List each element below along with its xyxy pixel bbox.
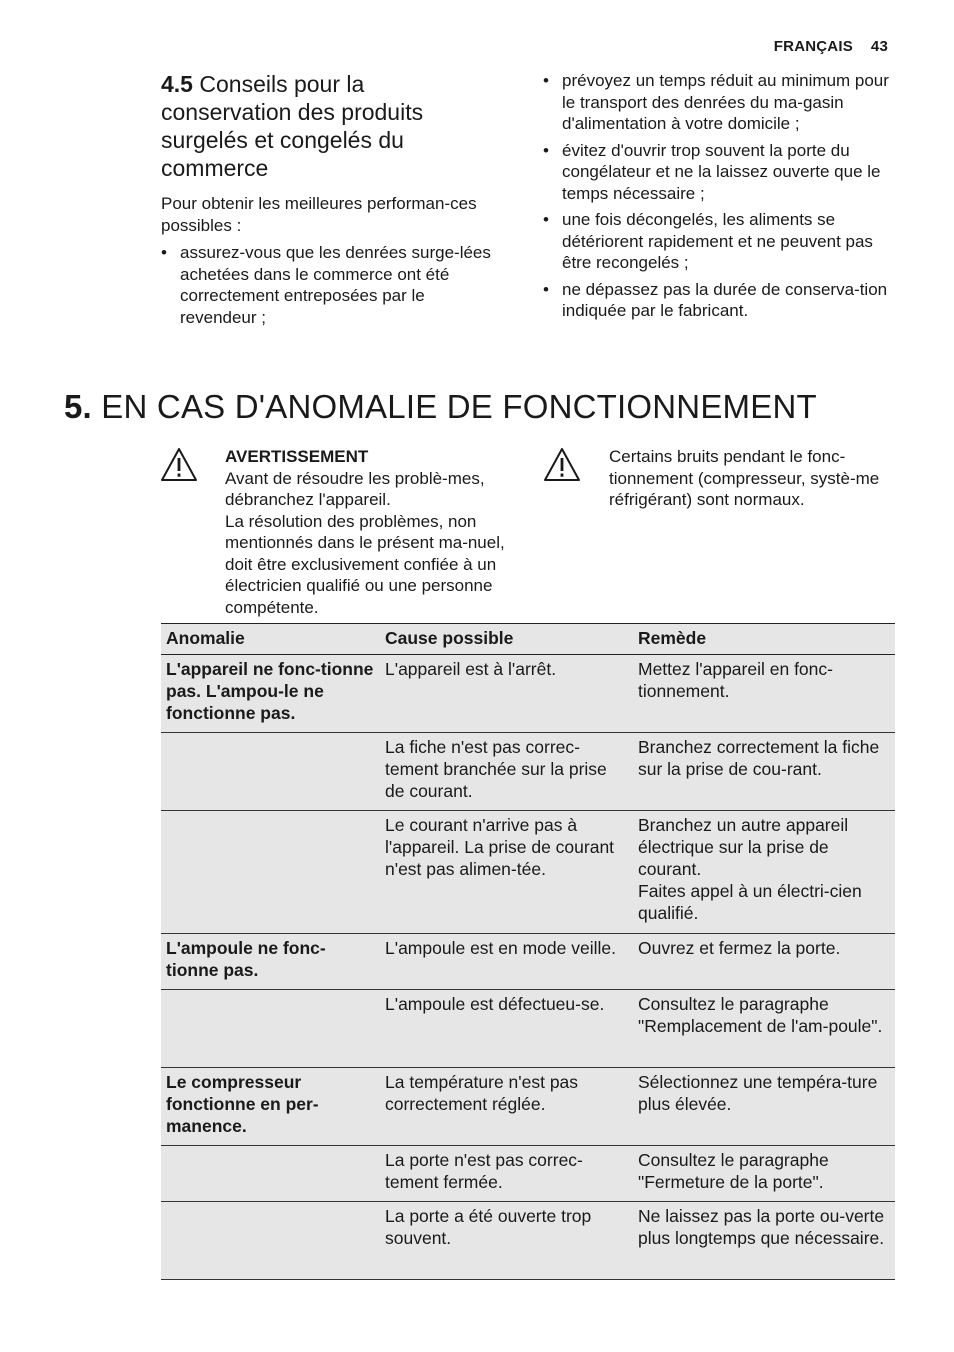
warning-block — [159, 446, 519, 616]
table-row — [161, 1202, 895, 1280]
remedy-cell: Branchez correctement la fiche sur la prise de cou-rant. — [633, 733, 895, 811]
bullet-icon: • — [543, 210, 549, 229]
table-row — [161, 934, 895, 990]
column-header-remede: Remède — [633, 624, 895, 655]
section-4-5-heading — [161, 70, 501, 182]
remedy-cell: Mettez l'appareil en fonc-tionnement. — [633, 655, 895, 733]
warning-text: Avant de résoudre les problè-mes, débranchez l'appareil. — [225, 468, 485, 509]
bullet-icon: • — [161, 243, 167, 262]
section-number: 4.5 — [161, 71, 193, 97]
column-header-anomalie: Anomalie — [161, 624, 380, 655]
cause-cell: L'ampoule est défectueu-se. — [380, 990, 633, 1068]
cause-cell: La porte n'est pas correc-tement fermée. — [380, 1146, 633, 1202]
anomaly-cell — [161, 1146, 380, 1202]
anomaly-cell — [161, 990, 380, 1068]
cause-cell: L'appareil est à l'arrêt. — [380, 655, 633, 733]
section-intro: Pour obtenir les meilleures performan-ces possibles : — [161, 194, 477, 235]
warning-title: AVERTISSEMENT — [225, 447, 369, 466]
table-row — [161, 1068, 895, 1146]
cause-cell: L'ampoule est en mode veille. — [380, 934, 633, 990]
chapter-5-heading — [64, 385, 817, 429]
table-row — [161, 733, 895, 811]
cause-cell: La température n'est pas correctement réglée. — [380, 1068, 633, 1146]
bullet-list-left — [161, 242, 501, 328]
cause-cell: La porte a été ouverte trop souvent. — [380, 1202, 633, 1280]
list-item: • ne dépassez pas la durée de conserva-tion indiquée par le fabricant. — [543, 279, 888, 320]
table-row — [161, 990, 895, 1068]
table-row — [161, 655, 895, 733]
warning-text-2: La résolution des problèmes, non mentionnés dans le présent ma-nuel, doit être exclusivement confiée à un électricien qualifié ou une personne compétente. — [225, 511, 505, 617]
table-row — [161, 1146, 895, 1202]
anomaly-cell — [161, 733, 380, 811]
bullet-icon: • — [543, 140, 549, 160]
page-header — [756, 38, 888, 55]
remedy-cell: Consultez le paragraphe "Remplacement de l'am-poule". — [633, 990, 895, 1068]
table-header-row — [161, 624, 895, 655]
chapter-number: 5. — [64, 388, 92, 425]
remedy-cell: Ouvrez et fermez la porte. — [633, 934, 895, 990]
remedy-cell: Sélectionnez une tempéra-ture plus élevée. — [633, 1068, 895, 1146]
anomaly-cell: L'appareil ne fonc-tionne pas. L'ampou-le ne fonctionne pas. — [161, 655, 380, 733]
section-4-5-left-column — [161, 70, 501, 333]
list-item: • évitez d'ouvrir trop souvent la porte du congélateur et ne la laissez ouverte que le temps nécessaire ; — [543, 140, 881, 203]
bullet-list-right — [543, 70, 899, 322]
cause-cell: Le courant n'arrive pas à l'appareil. La prise de courant n'est pas alimen-tée. — [380, 811, 633, 934]
anomaly-cell — [161, 811, 380, 934]
page-number: 43 — [870, 38, 888, 55]
info-block — [542, 446, 898, 526]
info-text: Certains bruits pendant le fonc-tionnement (compresseur, systè-me réfrigérant) sont normaux. — [609, 447, 880, 509]
warning-triangle-icon — [159, 446, 199, 484]
chapter-title: EN CAS D'ANOMALIE DE FONCTIONNEMENT — [101, 388, 817, 425]
section-4-5-right-column — [543, 70, 899, 327]
warning-triangle-icon — [542, 446, 582, 484]
list-item: • prévoyez un temps réduit au minimum pour le transport des denrées du ma-gasin d'alimentation à votre domicile ; — [543, 71, 889, 133]
section-title: Conseils pour la conservation des produits surgelés et congelés du commerce — [161, 71, 424, 181]
table-row — [161, 811, 895, 934]
troubleshooting-table — [161, 623, 895, 1280]
anomaly-cell: L'ampoule ne fonc-tionne pas. — [161, 934, 380, 990]
cause-cell: La fiche n'est pas correc-tement branchée sur la prise de courant. — [380, 733, 633, 811]
bullet-icon: • — [543, 71, 549, 90]
column-header-cause: Cause possible — [380, 624, 633, 655]
list-item: • assurez-vous que les denrées surge-lées achetées dans le commerce ont été correctement entreposées par le revendeur ; — [161, 243, 491, 327]
list-item: • une fois décongelés, les aliments se détériorent rapidement et ne peuvent pas être recongelés ; — [543, 210, 873, 272]
remedy-cell: Ne laissez pas la porte ou-verte plus longtemps que nécessaire. — [633, 1202, 895, 1280]
anomaly-cell — [161, 1202, 380, 1280]
remedy-cell: Consultez le paragraphe "Fermeture de la porte". — [633, 1146, 895, 1202]
remedy-cell: Branchez un autre appareil électrique sur la prise de courant. Faites appel à un électri-cien qualifié. — [633, 811, 895, 934]
anomaly-cell: Le compresseur fonctionne en per-manence. — [161, 1068, 380, 1146]
bullet-icon: • — [543, 279, 549, 299]
header-language: FRANÇAIS — [773, 38, 853, 55]
